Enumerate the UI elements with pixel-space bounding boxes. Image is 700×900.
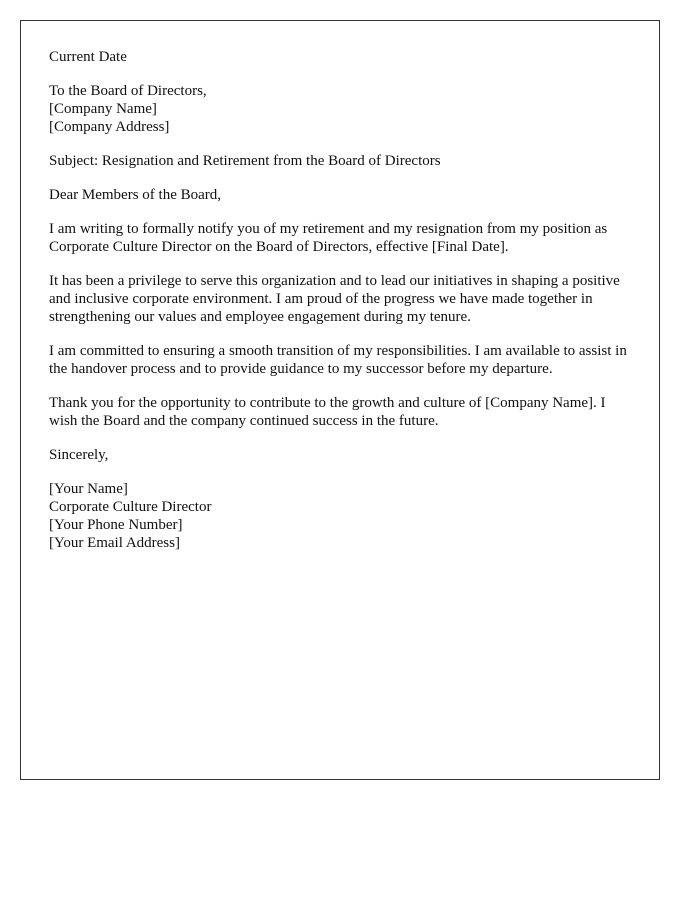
signature-title: Corporate Culture Director	[49, 499, 212, 515]
body-paragraph-transition: I am committed to ensuring a smooth transition of my responsibilities. I am available to assist in the handover process and to provide guidance to my successor before my departure.	[49, 343, 627, 377]
recipient-block	[49, 82, 631, 136]
signature-name: [Your Name]	[49, 481, 128, 497]
body-paragraph-privilege: It has been a privilege to serve this organization and to lead our initiatives in shaping a positive and inclusive corporate environment. I am proud of the progress we have made together in strengthening our values and employee engagement during my tenure.	[49, 273, 620, 325]
signature-block	[49, 480, 631, 552]
signature-phone: [Your Phone Number]	[49, 517, 183, 533]
letter-subject: Subject: Resignation and Retirement from the Board of Directors	[49, 153, 441, 169]
letter-date: Current Date	[49, 49, 127, 65]
recipient-line-company-address: [Company Address]	[49, 119, 170, 135]
signature-email: [Your Email Address]	[49, 535, 180, 551]
body-paragraph-thanks: Thank you for the opportunity to contribute to the growth and culture of [Company Name]. I wish the Board and the company continued success in the future.	[49, 395, 606, 429]
letter-page	[20, 20, 660, 780]
letter-closing: Sincerely,	[49, 447, 109, 463]
recipient-line-board: To the Board of Directors,	[49, 83, 207, 99]
body-paragraph-notice: I am writing to formally notify you of my retirement and my resignation from my position as Corporate Culture Director on the Board of Directors, effective [Final Date].	[49, 221, 608, 255]
recipient-line-company-name: [Company Name]	[49, 101, 157, 117]
letter-salutation: Dear Members of the Board,	[49, 187, 222, 203]
